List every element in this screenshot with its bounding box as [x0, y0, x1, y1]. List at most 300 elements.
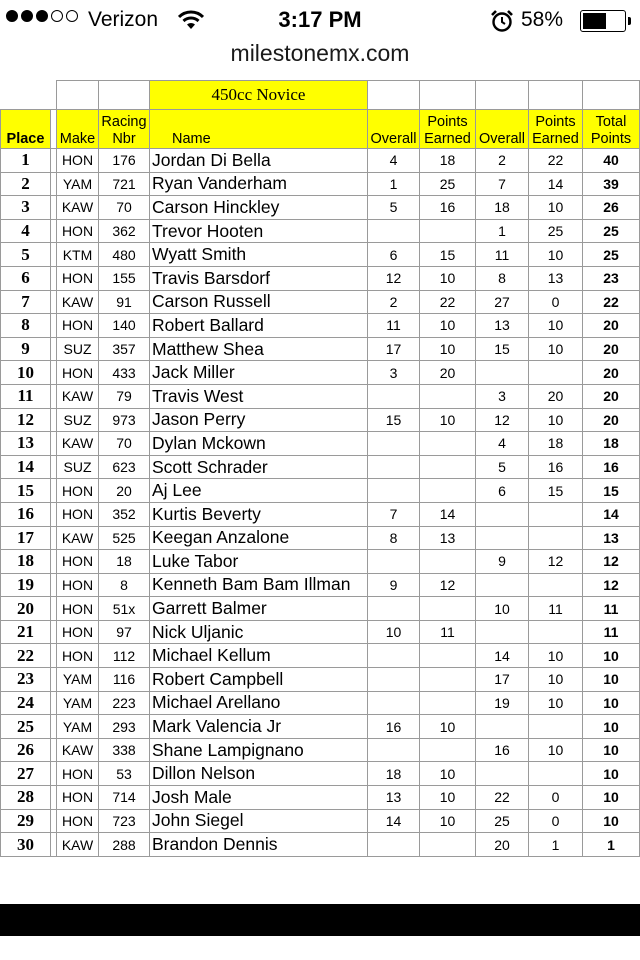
- result-overall-1: 15: [368, 408, 420, 432]
- result-make: YAM: [57, 668, 99, 692]
- result-overall-2: 9: [476, 550, 529, 574]
- result-total-points: 39: [583, 172, 640, 196]
- result-overall-2: 19: [476, 691, 529, 715]
- result-make: HON: [57, 550, 99, 574]
- result-make: YAM: [57, 172, 99, 196]
- result-make: HON: [57, 786, 99, 810]
- result-make: HON: [57, 361, 99, 385]
- result-total-points: 14: [583, 502, 640, 526]
- result-points-1: [420, 384, 476, 408]
- result-place: 1: [1, 149, 51, 173]
- result-overall-1: 12: [368, 266, 420, 290]
- result-overall-1: 13: [368, 786, 420, 810]
- result-overall-1: [368, 550, 420, 574]
- result-rider-name: Keegan Anzalone: [150, 526, 368, 550]
- result-points-2: 18: [529, 432, 583, 456]
- result-points-2: 14: [529, 172, 583, 196]
- result-overall-2: 8: [476, 266, 529, 290]
- result-overall-2: [476, 361, 529, 385]
- result-points-1: [420, 479, 476, 503]
- result-overall-2: 27: [476, 290, 529, 314]
- result-make: YAM: [57, 691, 99, 715]
- result-points-1: [420, 597, 476, 621]
- result-total-points: 12: [583, 573, 640, 597]
- table-row: [1, 644, 640, 668]
- result-overall-2: 5: [476, 455, 529, 479]
- result-racing-nbr: 623: [99, 455, 150, 479]
- result-place: 13: [1, 432, 51, 456]
- result-total-points: 26: [583, 196, 640, 220]
- result-make: SUZ: [57, 408, 99, 432]
- result-make: KAW: [57, 432, 99, 456]
- header-nbr-label: Nbr: [112, 131, 136, 147]
- header-total-points: [583, 110, 640, 149]
- result-total-points: 13: [583, 526, 640, 550]
- result-points-2: 11: [529, 597, 583, 621]
- header-name-label: Name: [172, 131, 211, 147]
- result-overall-1: 2: [368, 290, 420, 314]
- result-place: 7: [1, 290, 51, 314]
- result-overall-2: 13: [476, 314, 529, 338]
- result-points-2: [529, 502, 583, 526]
- table-header-row: [1, 110, 640, 149]
- header-overall-2-label: Overall: [479, 131, 525, 147]
- result-make: HON: [57, 479, 99, 503]
- result-make: HON: [57, 314, 99, 338]
- result-points-1: 11: [420, 620, 476, 644]
- battery-level-fill: [583, 13, 606, 29]
- result-total-points: 10: [583, 691, 640, 715]
- table-row: [1, 479, 640, 503]
- header-points-1-label: Points: [427, 114, 468, 130]
- result-total-points: 20: [583, 408, 640, 432]
- result-place: 17: [1, 526, 51, 550]
- result-points-1: 10: [420, 786, 476, 810]
- result-rider-name: Kurtis Beverty: [150, 502, 368, 526]
- result-rider-name: Carson Hinckley: [150, 196, 368, 220]
- blank-cell: [1, 81, 51, 110]
- result-total-points: 10: [583, 668, 640, 692]
- header-name: [150, 110, 368, 149]
- result-overall-2: 15: [476, 337, 529, 361]
- table-row: [1, 691, 640, 715]
- result-total-points: 20: [583, 337, 640, 361]
- result-points-1: [420, 550, 476, 574]
- result-overall-2: 22: [476, 786, 529, 810]
- result-racing-nbr: 155: [99, 266, 150, 290]
- result-place: 5: [1, 243, 51, 267]
- header-overall-2: [476, 110, 529, 149]
- result-rider-name: Matthew Shea: [150, 337, 368, 361]
- result-rider-name: Jack Miller: [150, 361, 368, 385]
- result-points-1: [420, 432, 476, 456]
- result-racing-nbr: 176: [99, 149, 150, 173]
- result-points-1: 10: [420, 762, 476, 786]
- result-points-1: 15: [420, 243, 476, 267]
- blank-cell: [583, 81, 640, 110]
- result-overall-2: 18: [476, 196, 529, 220]
- table-row: [1, 597, 640, 621]
- result-points-2: 10: [529, 314, 583, 338]
- result-points-1: 10: [420, 314, 476, 338]
- table-row: [1, 526, 640, 550]
- result-rider-name: Josh Male: [150, 786, 368, 810]
- result-rider-name: Shane Lampignano: [150, 738, 368, 762]
- result-overall-2: 10: [476, 597, 529, 621]
- result-place: 15: [1, 479, 51, 503]
- result-points-2: 10: [529, 408, 583, 432]
- result-racing-nbr: 338: [99, 738, 150, 762]
- result-racing-nbr: 362: [99, 219, 150, 243]
- result-place: 3: [1, 196, 51, 220]
- result-total-points: 20: [583, 314, 640, 338]
- table-row: [1, 550, 640, 574]
- result-overall-1: [368, 384, 420, 408]
- result-place: 14: [1, 455, 51, 479]
- result-place: 29: [1, 809, 51, 833]
- result-make: KTM: [57, 243, 99, 267]
- result-total-points: 10: [583, 644, 640, 668]
- result-racing-nbr: 18: [99, 550, 150, 574]
- result-points-2: [529, 762, 583, 786]
- result-overall-2: 16: [476, 738, 529, 762]
- result-total-points: 11: [583, 620, 640, 644]
- result-points-2: 0: [529, 786, 583, 810]
- result-overall-1: [368, 738, 420, 762]
- result-total-points: 11: [583, 597, 640, 621]
- table-row: [1, 337, 640, 361]
- result-points-2: 0: [529, 809, 583, 833]
- result-points-2: [529, 526, 583, 550]
- table-row: [1, 715, 640, 739]
- result-rider-name: Mark Valencia Jr: [150, 715, 368, 739]
- result-racing-nbr: 293: [99, 715, 150, 739]
- result-points-2: 10: [529, 644, 583, 668]
- result-rider-name: Travis West: [150, 384, 368, 408]
- result-rider-name: Robert Ballard: [150, 314, 368, 338]
- result-racing-nbr: 480: [99, 243, 150, 267]
- result-overall-1: 3: [368, 361, 420, 385]
- results-table: [0, 80, 640, 857]
- header-points-2-label: Points: [535, 114, 576, 130]
- result-total-points: 10: [583, 715, 640, 739]
- result-place: 12: [1, 408, 51, 432]
- result-rider-name: Carson Russell: [150, 290, 368, 314]
- result-rider-name: Jordan Di Bella: [150, 149, 368, 173]
- result-racing-nbr: 288: [99, 833, 150, 857]
- result-make: HON: [57, 809, 99, 833]
- url-text[interactable]: milestonemx.com: [230, 40, 410, 66]
- header-racing-label: Racing: [101, 114, 147, 130]
- result-overall-1: 10: [368, 620, 420, 644]
- result-total-points: 10: [583, 786, 640, 810]
- result-points-1: [420, 219, 476, 243]
- result-make: YAM: [57, 715, 99, 739]
- result-rider-name: Dylan Mckown: [150, 432, 368, 456]
- result-total-points: 25: [583, 243, 640, 267]
- result-points-1: 20: [420, 361, 476, 385]
- blank-cell: [476, 81, 529, 110]
- header-place: [1, 110, 51, 149]
- table-row: [1, 668, 640, 692]
- table-row: [1, 502, 640, 526]
- result-racing-nbr: 433: [99, 361, 150, 385]
- result-points-2: 10: [529, 691, 583, 715]
- result-points-2: 12: [529, 550, 583, 574]
- result-overall-2: 17: [476, 668, 529, 692]
- result-overall-1: [368, 597, 420, 621]
- result-overall-2: [476, 762, 529, 786]
- table-row: [1, 455, 640, 479]
- result-total-points: 25: [583, 219, 640, 243]
- table-row: [1, 314, 640, 338]
- header-total-points-label: Points: [590, 131, 632, 147]
- result-overall-2: [476, 502, 529, 526]
- result-rider-name: Garrett Balmer: [150, 597, 368, 621]
- result-racing-nbr: 723: [99, 809, 150, 833]
- result-make: SUZ: [57, 337, 99, 361]
- result-overall-1: 18: [368, 762, 420, 786]
- result-overall-1: [368, 644, 420, 668]
- result-overall-2: 4: [476, 432, 529, 456]
- result-points-1: [420, 644, 476, 668]
- result-points-2: 10: [529, 337, 583, 361]
- result-overall-1: [368, 219, 420, 243]
- result-place: 16: [1, 502, 51, 526]
- table-row: [1, 384, 640, 408]
- result-overall-2: 2: [476, 149, 529, 173]
- result-rider-name: Trevor Hooten: [150, 219, 368, 243]
- table-row: [1, 290, 640, 314]
- result-overall-1: 14: [368, 809, 420, 833]
- table-row: [1, 408, 640, 432]
- result-racing-nbr: 721: [99, 172, 150, 196]
- result-points-2: [529, 715, 583, 739]
- result-rider-name: John Siegel: [150, 809, 368, 833]
- table-row: [1, 361, 640, 385]
- address-bar[interactable]: [0, 40, 640, 80]
- result-points-2: [529, 573, 583, 597]
- table-row: [1, 172, 640, 196]
- result-overall-2: 25: [476, 809, 529, 833]
- result-points-2: 10: [529, 738, 583, 762]
- table-row: [1, 786, 640, 810]
- result-overall-2: 11: [476, 243, 529, 267]
- result-rider-name: Scott Schrader: [150, 455, 368, 479]
- carrier-name: Verizon: [88, 8, 159, 31]
- result-make: HON: [57, 762, 99, 786]
- result-overall-2: 1: [476, 219, 529, 243]
- result-racing-nbr: 20: [99, 479, 150, 503]
- header-earned-1-label: Earned: [424, 131, 471, 147]
- result-total-points: 40: [583, 149, 640, 173]
- result-make: KAW: [57, 833, 99, 857]
- result-points-2: 16: [529, 455, 583, 479]
- result-points-2: 13: [529, 266, 583, 290]
- result-total-points: 12: [583, 550, 640, 574]
- result-overall-2: 3: [476, 384, 529, 408]
- status-bar: [0, 0, 640, 40]
- result-overall-2: [476, 715, 529, 739]
- result-points-2: 22: [529, 149, 583, 173]
- table-row: [1, 432, 640, 456]
- result-racing-nbr: 97: [99, 620, 150, 644]
- result-racing-nbr: 223: [99, 691, 150, 715]
- result-rider-name: Michael Arellano: [150, 691, 368, 715]
- result-make: HON: [57, 573, 99, 597]
- result-points-1: 13: [420, 526, 476, 550]
- result-make: KAW: [57, 196, 99, 220]
- result-place: 6: [1, 266, 51, 290]
- result-points-1: 10: [420, 715, 476, 739]
- result-points-2: 15: [529, 479, 583, 503]
- result-place: 23: [1, 668, 51, 692]
- result-overall-2: [476, 526, 529, 550]
- result-points-2: 1: [529, 833, 583, 857]
- result-overall-1: 8: [368, 526, 420, 550]
- result-make: HON: [57, 149, 99, 173]
- result-total-points: 20: [583, 384, 640, 408]
- result-racing-nbr: 973: [99, 408, 150, 432]
- result-points-2: 20: [529, 384, 583, 408]
- battery-tip: [628, 17, 631, 25]
- result-overall-1: [368, 479, 420, 503]
- result-points-2: 10: [529, 668, 583, 692]
- result-rider-name: Travis Barsdorf: [150, 266, 368, 290]
- result-points-1: 25: [420, 172, 476, 196]
- table-row: [1, 196, 640, 220]
- result-racing-nbr: 352: [99, 502, 150, 526]
- result-place: 8: [1, 314, 51, 338]
- result-points-1: 22: [420, 290, 476, 314]
- header-overall-1: [368, 110, 420, 149]
- result-points-1: [420, 833, 476, 857]
- result-rider-name: Ryan Vanderham: [150, 172, 368, 196]
- result-make: KAW: [57, 526, 99, 550]
- result-overall-1: 9: [368, 573, 420, 597]
- table-row: [1, 266, 640, 290]
- result-place: 11: [1, 384, 51, 408]
- class-title-row: [1, 81, 640, 110]
- table-row: [1, 573, 640, 597]
- result-overall-1: 11: [368, 314, 420, 338]
- result-points-1: 12: [420, 573, 476, 597]
- result-place: 26: [1, 738, 51, 762]
- header-overall-1-label: Overall: [370, 131, 417, 147]
- table-row: [1, 738, 640, 762]
- table-row: [1, 149, 640, 173]
- result-overall-1: 7: [368, 502, 420, 526]
- header-points-earned-2: [529, 110, 583, 149]
- table-row: [1, 620, 640, 644]
- battery-percentage: 58%: [521, 8, 564, 31]
- blank-cell: [57, 81, 99, 110]
- result-racing-nbr: 140: [99, 314, 150, 338]
- result-overall-2: 6: [476, 479, 529, 503]
- result-overall-2: 20: [476, 833, 529, 857]
- result-make: HON: [57, 597, 99, 621]
- result-points-1: [420, 455, 476, 479]
- result-place: 4: [1, 219, 51, 243]
- result-racing-nbr: 8: [99, 573, 150, 597]
- result-rider-name: Michael Kellum: [150, 644, 368, 668]
- table-row: [1, 243, 640, 267]
- alarm-icon: [490, 9, 514, 39]
- result-points-1: [420, 738, 476, 762]
- result-overall-1: 1: [368, 172, 420, 196]
- result-points-1: 18: [420, 149, 476, 173]
- blank-cell: [529, 81, 583, 110]
- result-overall-1: 6: [368, 243, 420, 267]
- result-racing-nbr: 53: [99, 762, 150, 786]
- result-overall-2: [476, 620, 529, 644]
- result-total-points: 10: [583, 738, 640, 762]
- result-overall-2: 7: [476, 172, 529, 196]
- result-overall-2: 14: [476, 644, 529, 668]
- result-overall-1: [368, 833, 420, 857]
- result-overall-1: [368, 691, 420, 715]
- result-total-points: 22: [583, 290, 640, 314]
- header-earned-2-label: Earned: [532, 131, 579, 147]
- battery-icon: [580, 10, 626, 32]
- result-rider-name: Wyatt Smith: [150, 243, 368, 267]
- result-points-1: 14: [420, 502, 476, 526]
- result-points-2: 0: [529, 290, 583, 314]
- result-make: HON: [57, 644, 99, 668]
- table-row: [1, 219, 640, 243]
- table-row: [1, 833, 640, 857]
- result-total-points: 20: [583, 361, 640, 385]
- result-overall-2: [476, 573, 529, 597]
- browser-toolbar: [0, 904, 640, 936]
- result-overall-2: 12: [476, 408, 529, 432]
- header-points-earned-1: [420, 110, 476, 149]
- result-rider-name: Luke Tabor: [150, 550, 368, 574]
- result-rider-name: Nick Uljanic: [150, 620, 368, 644]
- result-place: 27: [1, 762, 51, 786]
- result-points-1: 10: [420, 337, 476, 361]
- result-points-1: [420, 668, 476, 692]
- result-make: SUZ: [57, 455, 99, 479]
- header-make-label: Make: [59, 131, 96, 147]
- result-total-points: 10: [583, 809, 640, 833]
- result-racing-nbr: 116: [99, 668, 150, 692]
- header-place-label: Place: [6, 131, 45, 147]
- result-points-2: 10: [529, 243, 583, 267]
- result-points-1: 10: [420, 266, 476, 290]
- result-total-points: 23: [583, 266, 640, 290]
- result-total-points: 1: [583, 833, 640, 857]
- table-row: [1, 762, 640, 786]
- results-page: [0, 80, 640, 857]
- result-racing-nbr: 79: [99, 384, 150, 408]
- result-rider-name: Aj Lee: [150, 479, 368, 503]
- result-points-2: [529, 361, 583, 385]
- result-overall-1: 17: [368, 337, 420, 361]
- result-racing-nbr: 70: [99, 196, 150, 220]
- result-total-points: 16: [583, 455, 640, 479]
- result-overall-1: 4: [368, 149, 420, 173]
- result-racing-nbr: 357: [99, 337, 150, 361]
- blank-cell: [368, 81, 420, 110]
- header-total-label: Total: [595, 114, 627, 130]
- header-racing-nbr: [99, 110, 150, 149]
- result-racing-nbr: 51x: [99, 597, 150, 621]
- result-make: KAW: [57, 384, 99, 408]
- result-rider-name: Brandon Dennis: [150, 833, 368, 857]
- result-overall-1: [368, 432, 420, 456]
- result-place: 24: [1, 691, 51, 715]
